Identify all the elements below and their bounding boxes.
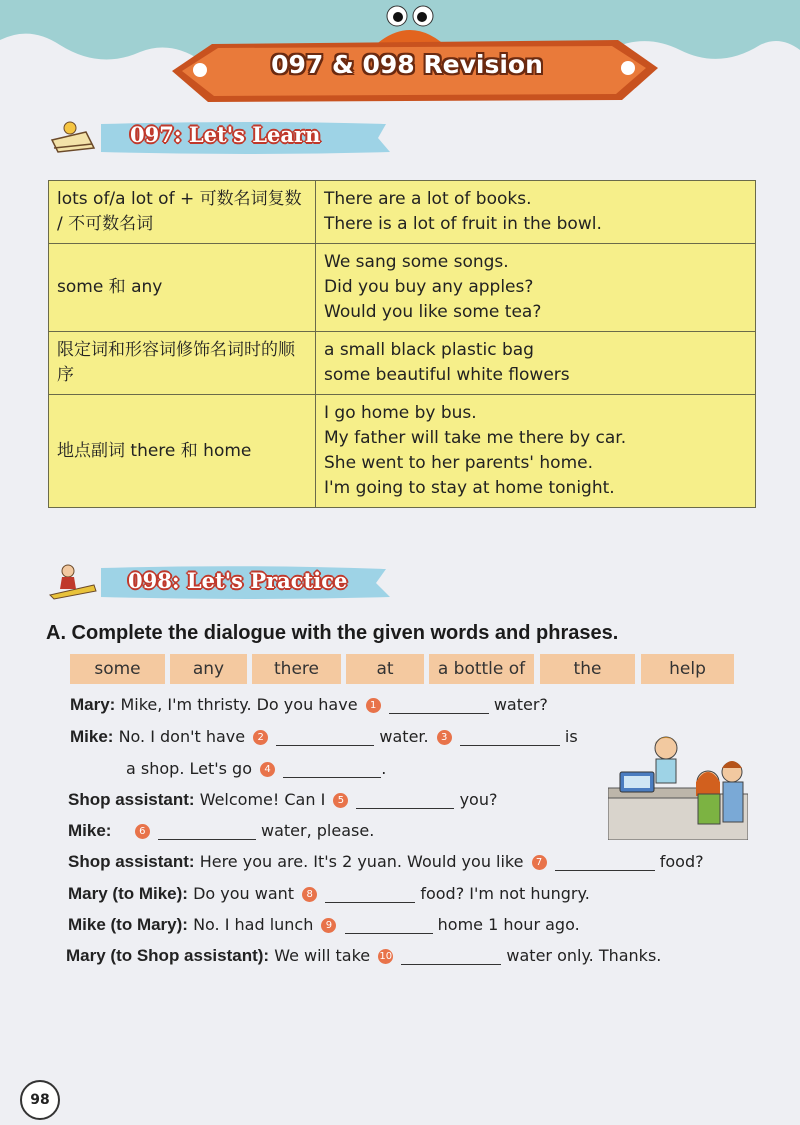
table-cell-examples: [316, 332, 756, 395]
dialogue-line: [68, 821, 374, 841]
example-sentence: some beautiful white flowers: [324, 365, 570, 385]
example-sentence: Would you like some tea?: [324, 302, 542, 322]
dialogue-text: water?: [493, 695, 548, 714]
table-row: [49, 181, 756, 244]
table-cell-rule: 地点副词 there 和 home: [49, 395, 316, 508]
dialogue-text: you?: [459, 790, 498, 809]
dialogue-text: Do you want: [193, 884, 295, 903]
learn-table: [48, 180, 756, 508]
example-sentence: My father will take me there by car.: [324, 428, 627, 448]
blank-number: 3: [437, 730, 452, 745]
dialogue-line: [70, 695, 548, 715]
example-sentence: a small black plastic bag: [324, 340, 534, 360]
table-cell-rule: lots of/a lot of + 可数名词复数 / 不可数名词: [49, 181, 316, 244]
dialogue-line: [68, 852, 704, 872]
answer-blank[interactable]: [158, 823, 256, 840]
speaker: Shop assistant:: [68, 790, 195, 809]
dialogue-text: is: [564, 727, 578, 746]
word-option: a bottle of: [429, 654, 534, 684]
blank-number: 2: [253, 730, 268, 745]
word-option: help: [641, 654, 734, 684]
question-heading: A. Complete the dialogue with the given words and phrases.: [46, 622, 619, 644]
dialogue-line: [126, 759, 386, 778]
table-row: [49, 332, 756, 395]
dialogue-line: [68, 915, 580, 935]
dialogue-text: Mike, I'm thristy. Do you have: [120, 695, 358, 714]
example-sentence: There is a lot of fruit in the bowl.: [324, 214, 602, 234]
dialogue-text: water.: [379, 727, 429, 746]
dialogue-line: [66, 946, 661, 966]
shop-counter-illustration: [608, 732, 748, 840]
blank-number: 4: [260, 762, 275, 777]
dialogue-text: .: [381, 759, 387, 778]
example-sentence: I'm going to stay at home tonight.: [324, 478, 615, 498]
speaker: Mike (to Mary):: [68, 915, 188, 934]
blank-number: 7: [532, 855, 547, 870]
table-cell-rule: some 和 any: [49, 244, 316, 332]
speaker: Mary:: [70, 695, 116, 714]
table-cell-rule: 限定词和形容词修饰名词时的顺序: [49, 332, 316, 395]
answer-blank[interactable]: [283, 761, 381, 778]
answer-blank[interactable]: [555, 854, 655, 871]
table-row: [49, 244, 756, 332]
example-sentence: Did you buy any apples?: [324, 277, 534, 297]
dialogue-text: Here you are. It's 2 yuan. Would you like: [199, 852, 524, 871]
table-cell-examples: [316, 244, 756, 332]
dialogue-text: No. I had lunch: [193, 915, 314, 934]
dialogue-line: [68, 790, 497, 810]
word-option: some: [70, 654, 165, 684]
speaker: Shop assistant:: [68, 852, 195, 871]
speaker: Mary (to Shop assistant):: [66, 946, 270, 965]
dialogue-text: water only. Thanks.: [506, 946, 662, 965]
answer-blank[interactable]: [356, 792, 454, 809]
word-option: any: [170, 654, 247, 684]
answer-blank[interactable]: [276, 729, 374, 746]
table-row: [49, 395, 756, 508]
answer-blank[interactable]: [389, 697, 489, 714]
blank-number: 10: [379, 951, 393, 962]
word-option: at: [346, 654, 424, 684]
example-sentence: There are a lot of books.: [324, 189, 532, 209]
dialogue-text: home 1 hour ago.: [437, 915, 580, 934]
example-sentence: We sang some songs.: [324, 252, 509, 272]
dialogue-text: We will take: [274, 946, 371, 965]
page-number: 98: [20, 1080, 60, 1120]
speaker: Mary (to Mike):: [68, 884, 188, 903]
dialogue-text: food?: [659, 852, 704, 871]
blank-number: 6: [135, 824, 150, 839]
blank-number: 5: [333, 793, 348, 808]
dialogue-text: a shop. Let's go: [126, 759, 252, 778]
dialogue-text: No. I don't have: [118, 727, 246, 746]
dialogue-text: food? I'm not hungry.: [420, 884, 590, 903]
table-cell-examples: [316, 395, 756, 508]
dialogue-text: Welcome! Can I: [199, 790, 326, 809]
word-option: there: [252, 654, 341, 684]
dialogue-line: [68, 884, 590, 904]
blank-number: 1: [366, 698, 381, 713]
answer-blank[interactable]: [325, 886, 415, 903]
learn-section-title: 097: Let's Learn: [130, 122, 321, 147]
dialogue-line: [70, 727, 578, 747]
speaker: Mike:: [70, 727, 114, 746]
blank-number: 9: [321, 918, 336, 933]
practice-section-title: 098: Let's Practice: [128, 568, 348, 593]
table-cell-examples: [316, 181, 756, 244]
dialogue-text: water, please.: [261, 821, 375, 840]
answer-blank[interactable]: [460, 729, 560, 746]
speaker: Mike:: [68, 821, 112, 840]
answer-blank[interactable]: [401, 948, 501, 965]
word-option: the: [540, 654, 635, 684]
example-sentence: She went to her parents' home.: [324, 453, 593, 473]
example-sentence: I go home by bus.: [324, 403, 477, 423]
page-title: 097 & 098 Revision: [271, 50, 543, 79]
blank-number: 8: [302, 887, 317, 902]
answer-blank[interactable]: [345, 917, 433, 934]
